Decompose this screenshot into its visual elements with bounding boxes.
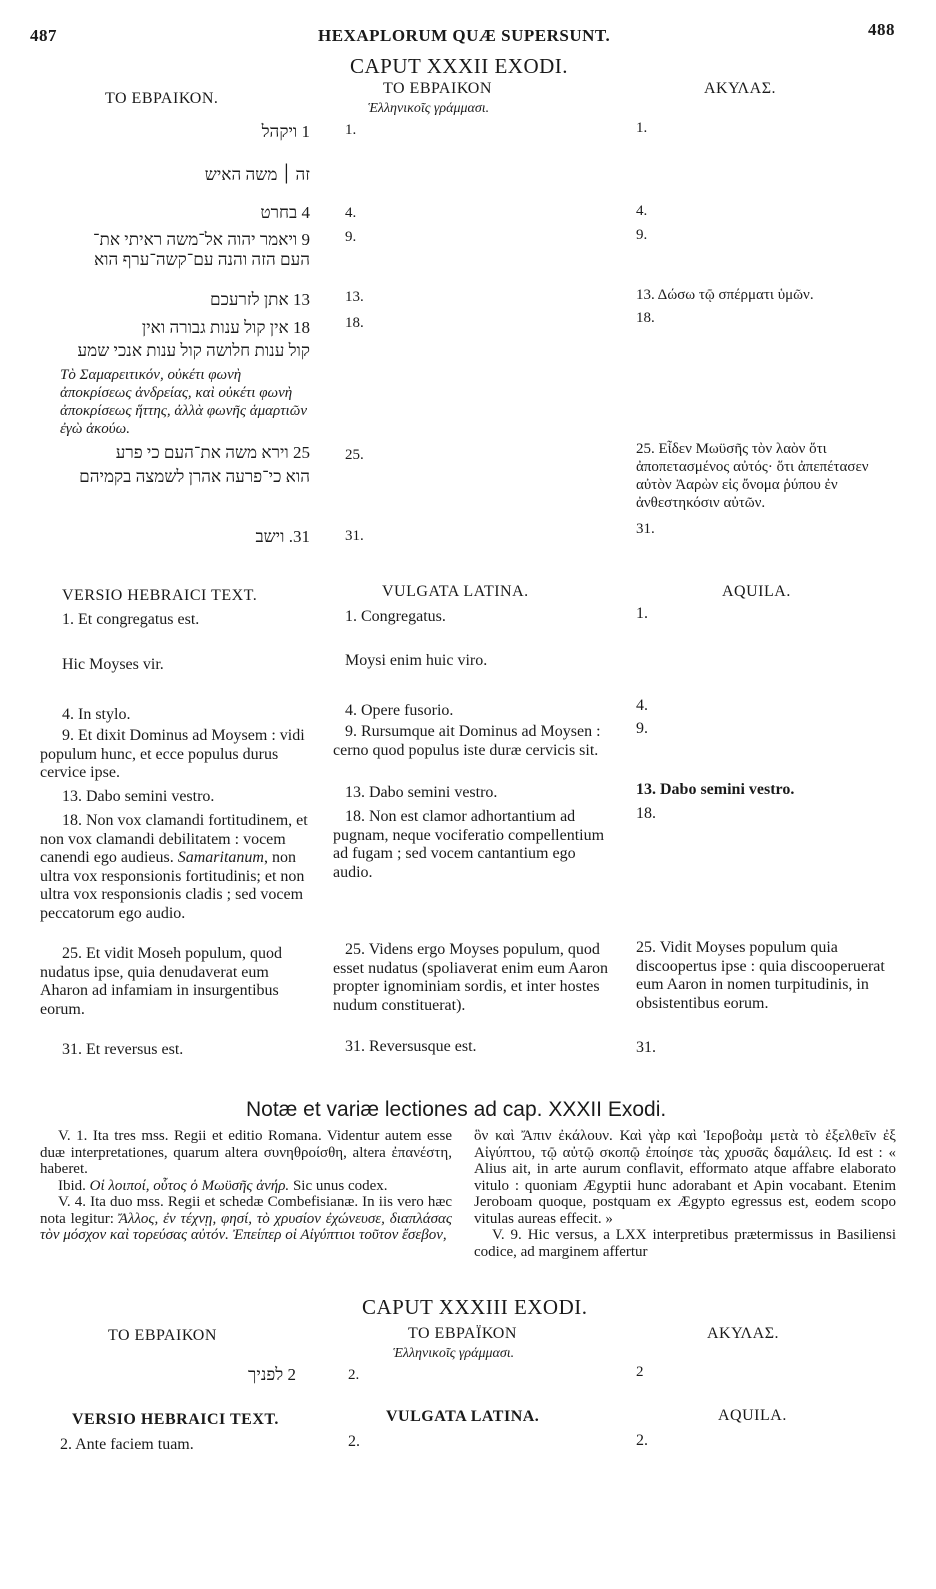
notes-left-column <box>40 1128 452 1244</box>
note-v1: V. 1. Ita tres mss. Regii et editio Romana. Videntur autem esse duæ interpretationes, quarum altera συνηθροίσθη, altera ἐπανέστη, haberet. <box>40 1128 452 1177</box>
versio-v18-text: 18. Non vox clamandi fortitudinem, et non vox clamandi debilitatem : vocem canendi ego audieus. <box>40 812 308 866</box>
col-subheader-hebrew-greek: Ἑλληνικοῖς γράμμασι. <box>368 101 490 116</box>
hebrew-v25a: 25 וירא משה את־העם כי פרע <box>115 443 310 462</box>
ch33-latin-header-aquila: AQUILA. <box>718 1407 787 1424</box>
aquila-v25: 25. Εἶδεν Μωϋσῆς τὸν λαὸν ὅτι ἀποπετασμένος αὐτός· ὅτι ἀπεπέτασεν αὐτὸν Ἀαρὼν εἰς ὄνομα ῥύπου ἐν ἀνθεστηκόσιν αὐτῶν. <box>636 441 869 511</box>
ch33-greek-v2: 2. <box>348 1367 360 1383</box>
versio-v31: 31. Et reversus est. <box>62 1041 184 1058</box>
ch33-versio-v2: 2. Ante faciem tuam. <box>60 1436 194 1453</box>
hebrew-v13: 13 אתן לזרעכם <box>210 290 310 309</box>
versio-v1: 1. Et congregatus est. <box>62 611 200 628</box>
ch33-latin-header-vulgata: VULGATA LATINA. <box>386 1408 540 1425</box>
aquila-latin-v13: 13. Dabo semini vestro. <box>636 781 795 798</box>
ch33-aquila-v2: 2 <box>636 1364 644 1380</box>
versio-v25: 25. Et vidit Moseh populum, quod nudatus ipse, quia denudaverat eum Aharon ad infamiam in insurgentibus eorum. <box>40 945 282 1018</box>
aquila-latin-v1: 1. <box>636 605 648 622</box>
aquila-v4: 4. <box>636 203 648 219</box>
aquila-v1: 1. <box>636 120 648 136</box>
notes-title: Notæ et variæ lectiones ad cap. XXXII Exodi. <box>246 1098 667 1121</box>
note-v4 <box>40 1194 452 1244</box>
ch33-col-header-hebrew: ΤΟ ΕΒΡΑΙΚΟΝ <box>108 1327 217 1344</box>
aquila-latin-v4: 4. <box>636 697 648 714</box>
chapter-32-title: CAPUT XXXII EXODI. <box>350 54 569 78</box>
aquila-v18: 18. <box>636 310 655 326</box>
note-ibid-greek: Οἱ λοιποί, οὗτος ὁ Μωϋσῆς ἀνήρ. <box>89 1177 290 1194</box>
greek-v4: 4. <box>345 205 357 221</box>
greek-v31: 31. <box>345 528 364 544</box>
versio-v9: 9. Et dixit Dominus ad Moysem : vidi populum hunc, et ecce populus durus cervice ipse. <box>40 727 305 781</box>
aquila-latin-v9: 9. <box>636 720 648 737</box>
vulgata-v1: 1. Congregatus. <box>345 608 446 625</box>
greek-v1: 1. <box>345 122 357 138</box>
ch33-vulgata-v2: 2. <box>348 1433 360 1450</box>
note-continued: ὃν καὶ Ἄπιν ἐκάλουν. Καὶ γὰρ καὶ Ἱεροβοὰμ μετὰ τὸ ἐξελθεῖν ἐξ Αἰγύπτου, τῷ αὐτῷ σκοπῷ ἐποίησε τὰς χρυσᾶς δαμάλεις. Id est : « Alius ait, in arte aurum conflavit, efformato atque affabre elaborato vitulo : quoniam Ægyptii hunc adorabant et Apin vocabant. Etenim Jeroboam quoque, postquam ex Ægypto egressus est, eodem scopo vitulas aureas effecit. » <box>474 1128 896 1227</box>
hebrew-v18b: קול ענות חלושה קול ענות אנכי שמע <box>77 341 310 360</box>
ch33-col-header-aquila: ΑΚΥΛΑΣ. <box>707 1325 780 1342</box>
aquila-v31: 31. <box>636 521 655 537</box>
hebrew-v1: 1 ויקהל <box>261 122 310 141</box>
versio-v18-sam-text: , non ultra vox responsionis fortitudinis; et non ultra vox responsionis cladis ; sed vocem peccatorum ego audio. <box>40 849 305 922</box>
ch33-col-header-hebrew-greek: ΤΟ ΕΒΡΑΪΚΟΝ <box>408 1325 517 1342</box>
vulgata-v25: 25. Videns ergo Moyses populum, quod esset nudatus (spoliaverat enim eum Aaron propter ignominiam sordis, et inter hostes nudum constituerat). <box>333 941 609 1014</box>
vulgata-v4: 4. Opere fusorio. <box>345 702 454 719</box>
page-number-left: 487 <box>30 26 57 45</box>
greek-v13: 13. <box>345 289 364 305</box>
hebrew-v9a: 9 ויאמר יהוה אל־משה ראיתי את־ <box>92 230 310 249</box>
versio-v18 <box>40 812 312 923</box>
chapter-33-title: CAPUT XXXIII EXODI. <box>362 1295 588 1319</box>
page-number-right: 488 <box>868 20 895 39</box>
note-v9: V. 9. Hic versus, a LXX interpretibus prætermissus in Basiliensi codice, ad marginem affertur <box>474 1227 896 1260</box>
vulgata-v1b: Moysi enim huic viro. <box>345 652 488 669</box>
latin-header-vulgata: VULGATA LATINA. <box>382 583 529 600</box>
versio-v4: 4. In stylo. <box>62 706 131 723</box>
col-header-hebrew-greek: ΤΟ ΕΒΡΑΙΚΟΝ <box>383 80 492 97</box>
samaritan-note: Τὸ Σαμαρειτικόν, οὐκέτι φωνὴ ἀποκρίσεως ἀνδρείας, καὶ οὐκέτι φωνὴ ἀποκρίσεως ἥττης, ἀλλὰ φωνῆς ἁμαρτιῶν ἐγὼ ἀκούω. <box>60 367 307 437</box>
hebrew-v4: 4 בחרט <box>260 203 310 222</box>
aquila-latin-v18: 18. <box>636 805 656 822</box>
ch33-hebrew-v2: 2 לפניך <box>248 1365 296 1384</box>
aquila-latin-v25: 25. Vidit Moyses populum quia discoopertus ipse : quia discooperuerat eum Aaron in nomen turpitudinis, in obsistentibus eorum. <box>636 939 885 1012</box>
versio-v13: 13. Dabo semini vestro. <box>62 788 215 805</box>
hebrew-v25b: הוא כי־פרעה אהרן לשמצה בקמיהם <box>79 467 310 486</box>
note-ibid <box>40 1178 452 1195</box>
aquila-v9: 9. <box>636 227 648 243</box>
hebrew-v31: 31. וישב <box>255 527 310 546</box>
notes-right-column <box>474 1128 896 1260</box>
ch33-col-subheader-hebrew-greek: Ἑλληνικοῖς γράμμασι. <box>393 1346 515 1361</box>
vulgata-v18: 18. Non est clamor adhortantium ad pugnam, neque vociferatio compellentium ad fugam ; sed vocem cantantium ego audio. <box>333 808 605 881</box>
greek-v18: 18. <box>345 315 364 331</box>
aquila-v13: 13. Δώσω τῷ σπέρματι ὑμῶν. <box>636 287 814 303</box>
latin-header-aquila: AQUILA. <box>722 583 791 600</box>
vulgata-v9: 9. Rursumque ait Dominus ad Moysen : cerno quod populus iste duræ cervicis sit. <box>333 723 601 759</box>
versio-v1b: Hic Moyses vir. <box>62 656 164 673</box>
ch33-latin-header-versio: VERSIO HEBRAICI TEXT. <box>72 1411 279 1428</box>
note-v4-text: V. 4. Ita duo mss. Regii et schedæ Combefisianæ. In iis vero hæc nota legitur: <box>40 1194 452 1227</box>
versio-v18-sam-label: Samaritanum <box>177 849 264 866</box>
hebrew-v9b: העם הזה והנה עם־קשה־ערף הוא <box>93 250 310 269</box>
running-title: HEXAPLORUM QUÆ SUPERSUNT. <box>318 26 611 45</box>
col-header-hebrew: ΤΟ ΕΒΡΑΙΚΟΝ. <box>105 90 219 107</box>
vulgata-v13: 13. Dabo semini vestro. <box>345 784 498 801</box>
hebrew-v1b: זה ׀ משה האיש <box>204 165 310 184</box>
note-ibid-text: Sic unus codex. <box>289 1177 388 1194</box>
col-header-aquila: ΑΚΥΛΑΣ. <box>704 80 777 97</box>
aquila-latin-v31: 31. <box>636 1039 656 1056</box>
greek-v25: 25. <box>345 447 364 463</box>
vulgata-v31: 31. Reversusque est. <box>345 1038 477 1055</box>
note-ibid-label: Ibid. <box>58 1177 90 1194</box>
ch33-aquila-latin-v2: 2. <box>636 1432 648 1449</box>
hebrew-v18a: 18 אין קול ענות גבורה ואין <box>141 318 310 337</box>
latin-header-versio: VERSIO HEBRAICI TEXT. <box>62 587 258 604</box>
greek-v9: 9. <box>345 229 357 245</box>
note-v4-greek: Ἄλλος, ἐν τέχνῃ, φησί, τὸ χρυσίον ἐχώνευσε, διαπλάσας τὸν μόσχον καὶ τορεύσας αὐτόν. Ἐπείπερ οἱ Αἰγύπτιοι τοῦτον ἔσεβον, <box>40 1210 453 1243</box>
